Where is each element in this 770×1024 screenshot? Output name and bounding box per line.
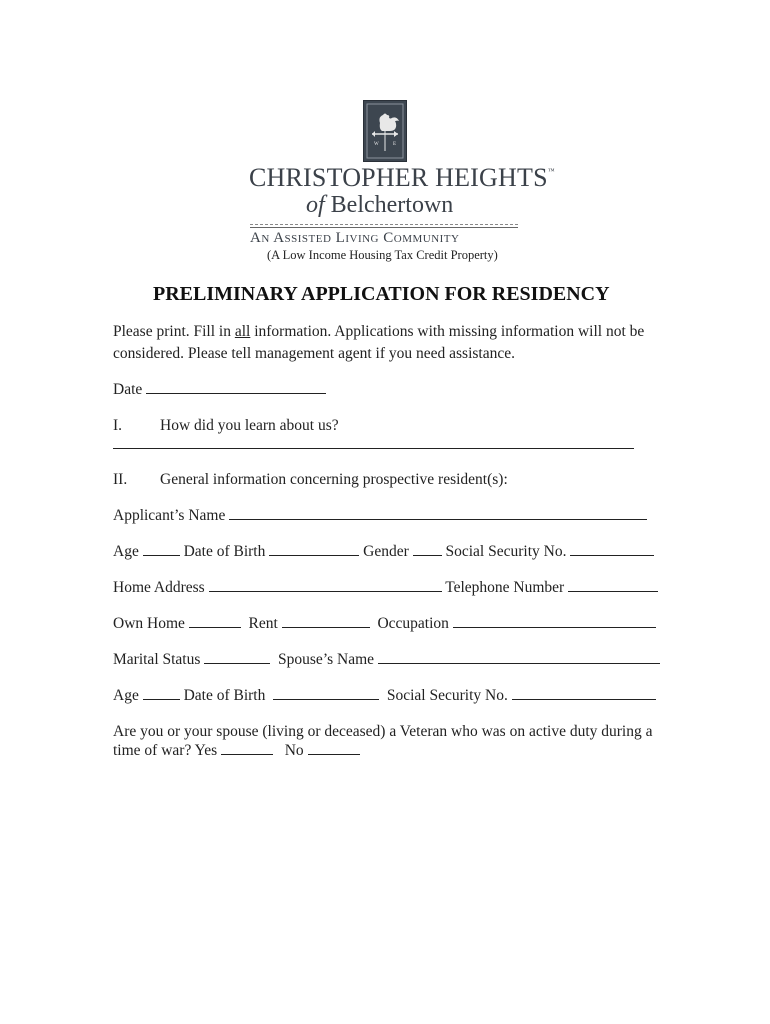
trademark-symbol: ™ xyxy=(547,167,555,175)
applicant-name-field-2[interactable] xyxy=(489,507,647,520)
section-1-label: How did you learn about us? xyxy=(160,417,339,434)
rent-field[interactable] xyxy=(282,615,370,628)
own-home-field[interactable] xyxy=(189,615,241,628)
marital-status-field[interactable] xyxy=(204,651,270,664)
own-home-label: Own Home xyxy=(113,615,185,632)
company-location: of Belchertown xyxy=(306,192,454,218)
spouse-dob-field[interactable] xyxy=(273,687,379,700)
ssn-label: Social Security No. xyxy=(445,543,567,560)
section-1-number: I. xyxy=(113,417,123,434)
occupation-label: Occupation xyxy=(377,615,449,632)
marital-status-label: Marital Status xyxy=(113,651,201,668)
ssn-field[interactable] xyxy=(570,543,654,556)
veteran-question-label: time of war? xyxy=(113,742,192,759)
spouse-age-label: Age xyxy=(113,687,139,704)
svg-text:W: W xyxy=(374,142,379,147)
veteran-no-field[interactable] xyxy=(308,742,360,755)
applicant-name-row xyxy=(113,507,647,525)
spouse-details-row xyxy=(113,687,656,705)
instructions-line-1: Please print. Fill in all information. Applications with missing information will not be xyxy=(113,323,645,340)
spouse-age-field[interactable] xyxy=(143,687,180,700)
yes-label: Yes xyxy=(194,742,218,759)
company-name: CHRISTOPHER HEIGHTS™ xyxy=(249,163,555,192)
residence-row xyxy=(113,615,656,633)
gender-label: Gender xyxy=(363,543,409,560)
company-tagline: An Assisted Living Community xyxy=(250,230,460,246)
gender-field[interactable] xyxy=(413,543,442,556)
section-2-label: General information concerning prospective resident(s): xyxy=(160,471,508,488)
spouse-name-field[interactable] xyxy=(378,651,660,664)
applicant-details-row xyxy=(113,543,654,561)
spouse-name-label: Spouse’s Name xyxy=(278,651,375,668)
dob-label: Date of Birth xyxy=(183,543,266,560)
veteran-question-line-1: Are you or your spouse (living or deceased) a Veteran who was on active duty during a xyxy=(113,723,653,740)
spouse-ssn-label: Social Security No. xyxy=(386,687,508,704)
marital-row xyxy=(113,651,660,669)
no-label: No xyxy=(284,742,304,759)
how-learned-field[interactable] xyxy=(113,448,634,449)
address-row xyxy=(113,579,658,597)
property-note: (A Low Income Housing Tax Credit Property) xyxy=(267,248,498,262)
veteran-question-line-2 xyxy=(113,742,360,760)
spouse-dob-label: Date of Birth xyxy=(183,687,266,704)
letterhead-divider xyxy=(250,227,518,228)
date-field[interactable] xyxy=(146,381,326,394)
veteran-yes-field[interactable] xyxy=(221,742,273,755)
applicant-name-field[interactable] xyxy=(229,507,489,520)
home-address-label: Home Address xyxy=(113,579,205,596)
occupation-field[interactable] xyxy=(453,615,656,628)
emphasis-all: all xyxy=(234,323,251,340)
svg-text:E: E xyxy=(393,142,397,147)
telephone-field[interactable] xyxy=(568,579,658,592)
telephone-label: Telephone Number xyxy=(445,579,565,596)
letterhead-divider-top xyxy=(250,224,518,225)
date-label: Date xyxy=(113,381,143,398)
dob-field[interactable] xyxy=(269,543,359,556)
rent-label: Rent xyxy=(248,615,278,632)
age-label: Age xyxy=(113,543,139,560)
date-row xyxy=(113,381,326,399)
applicant-name-label: Applicant’s Name xyxy=(113,507,226,524)
spouse-ssn-field[interactable] xyxy=(512,687,656,700)
age-field[interactable] xyxy=(143,543,180,556)
instructions-line-2: considered. Please tell management agent if you need assistance. xyxy=(113,345,515,362)
rooster-weathervane-icon xyxy=(363,100,407,162)
home-address-field[interactable] xyxy=(209,579,442,592)
form-title: PRELIMINARY APPLICATION FOR RESIDENCY xyxy=(153,283,610,305)
section-2-number: II. xyxy=(113,471,128,488)
